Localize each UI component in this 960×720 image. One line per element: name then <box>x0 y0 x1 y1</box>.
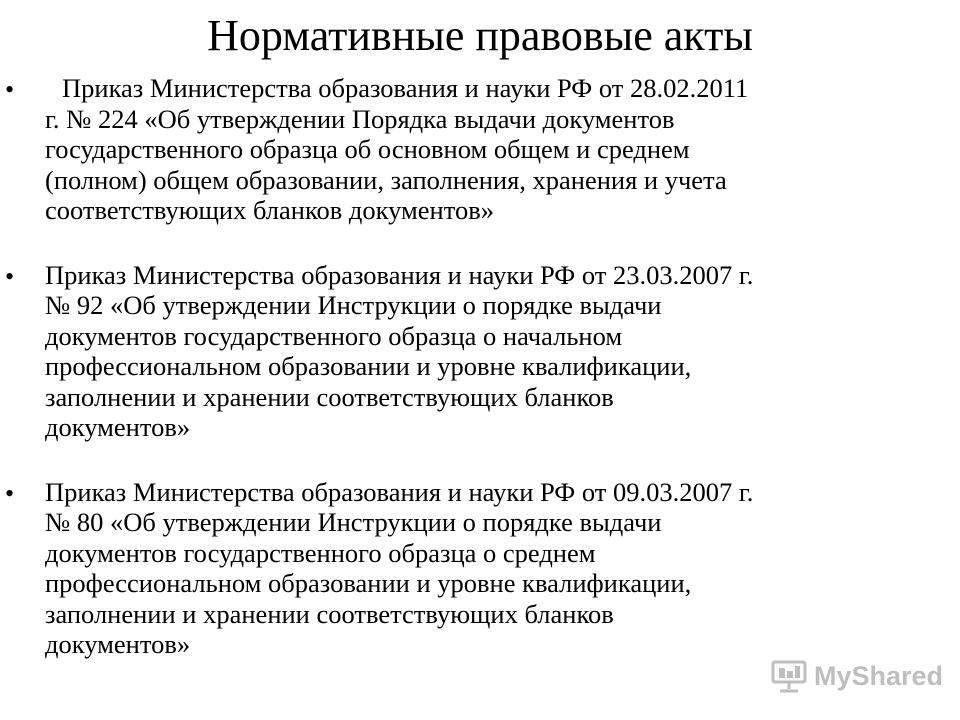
item-line: документов государственного образца о среднем <box>45 537 596 568</box>
bullet-marker: • <box>5 261 15 291</box>
item-line: документов государственного образца о начальном <box>45 320 623 351</box>
item-line: заполнении и хранении соответствующих бланков <box>45 598 614 629</box>
watermark-text: MyShared <box>814 660 944 691</box>
list-item <box>0 260 925 443</box>
item-line: профессиональном образовании и уровне квалификации, <box>45 568 692 598</box>
bullet-list <box>0 73 960 694</box>
item-line: соответствующих бланков документов» <box>45 195 494 225</box>
item-line: Приказ Министерства образования и науки РФ от 23.03.2007 г. <box>45 259 754 290</box>
item-line: Приказ Министерства образования и науки РФ от 09.03.2007 г. <box>45 476 754 507</box>
bullet-marker: • <box>5 478 15 508</box>
item-line: документов» <box>45 629 191 659</box>
list-item <box>0 477 925 660</box>
watermark-logo <box>770 656 943 696</box>
item-line: (полном) общем образовании, заполнения, хранения и учета <box>45 164 727 195</box>
item-line: № 80 «Об утверждении Инструкции о порядке выдачи <box>45 507 662 537</box>
item-line: профессиональном образовании и уровне квалификации, <box>45 351 692 381</box>
item-line: заполнении и хранении соответствующих бланков <box>45 381 614 412</box>
item-line: Приказ Министерства образования и науки РФ от 28.02.2011 <box>62 73 749 103</box>
item-line: государственного образца об основном общем и среднем <box>45 134 690 164</box>
bullet-marker: • <box>5 75 15 104</box>
presentation-board-icon <box>770 659 808 693</box>
item-line: № 92 «Об утверждении Инструкции о порядке выдачи <box>45 290 662 320</box>
slide-title: Нормативные правовые акты <box>207 11 753 60</box>
item-line: г. № 224 «Об утверждении Порядка выдачи документов <box>45 103 675 134</box>
list-item <box>0 73 925 226</box>
item-line: документов» <box>45 412 191 442</box>
